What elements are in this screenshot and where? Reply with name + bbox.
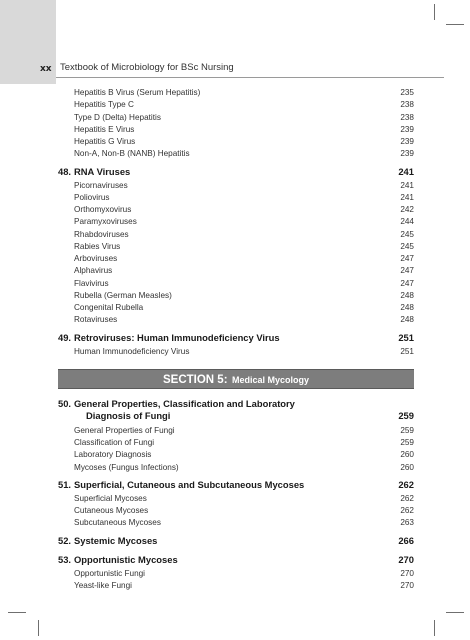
toc-entry bbox=[58, 205, 414, 217]
toc-entry-page: 244 bbox=[400, 217, 414, 227]
toc-entry bbox=[58, 569, 414, 581]
header-divider bbox=[56, 77, 444, 78]
toc-entry bbox=[58, 494, 414, 506]
toc-entry-page: 239 bbox=[400, 137, 414, 146]
toc-entry bbox=[58, 181, 414, 193]
toc-entry-page: 270 bbox=[400, 580, 414, 590]
toc-entry-title: Human Immunodeficiency Virus bbox=[74, 346, 190, 356]
toc-entry-title: Flavivirus bbox=[74, 278, 109, 288]
toc-entry-page: 251 bbox=[400, 346, 414, 356]
section-label: SECTION 5: bbox=[162, 373, 228, 386]
toc-entry-title: Laboratory Diagnosis bbox=[74, 450, 152, 460]
crop-mark bbox=[38, 620, 39, 636]
page-number: xx bbox=[40, 64, 52, 74]
chapter-title: RNA Viruses bbox=[74, 165, 131, 177]
toc-entry-title: Hepatitis B Virus (Serum Hepatitis) bbox=[74, 88, 201, 97]
toc-entry-title: Type D (Delta) Hepatitis bbox=[74, 112, 161, 122]
section-title: Medical Mycology bbox=[231, 374, 310, 385]
toc-entry bbox=[58, 279, 414, 291]
chapter-title: Opportunistic Mycoses bbox=[74, 553, 178, 565]
toc-entry bbox=[58, 506, 414, 518]
toc-entry-page: 248 bbox=[400, 303, 414, 312]
chapter-title: Superficial, Cutaneous and Subcutaneous Mycoses bbox=[74, 478, 305, 490]
toc-entry-page: 238 bbox=[400, 112, 414, 122]
toc-entry bbox=[58, 125, 414, 137]
chapter-number: 49. bbox=[58, 331, 72, 343]
chapter-number: 48. bbox=[58, 165, 72, 177]
chapter-page: 262 bbox=[398, 478, 414, 490]
chapter-page: 266 bbox=[398, 534, 414, 546]
toc-entry-page: 270 bbox=[400, 568, 414, 578]
toc-entry bbox=[58, 347, 414, 359]
toc-entry bbox=[58, 426, 414, 438]
toc-entry-title: Subcutaneous Mycoses bbox=[74, 518, 161, 528]
toc-entry bbox=[58, 137, 414, 149]
toc-entry bbox=[58, 581, 414, 593]
crop-mark bbox=[8, 612, 26, 613]
toc-entry-title: Non-A, Non-B (NANB) Hepatitis bbox=[74, 149, 190, 159]
table-of-contents bbox=[58, 88, 414, 593]
chapter-title: General Properties, Classification and Laboratory bbox=[74, 397, 295, 409]
toc-entry-page: 248 bbox=[400, 290, 414, 300]
toc-entry-page: 248 bbox=[400, 315, 414, 325]
crop-mark bbox=[434, 4, 435, 20]
chapter-page: 241 bbox=[398, 165, 414, 177]
toc-entry-title: Paramyxoviruses bbox=[74, 217, 137, 227]
chapter-title: Systemic Mycoses bbox=[74, 534, 158, 546]
chapter-number: 50. bbox=[58, 397, 72, 409]
toc-entry-title: Cutaneous Mycoses bbox=[74, 506, 149, 515]
crop-mark bbox=[446, 612, 464, 613]
toc-entry-title: Rabies Virus bbox=[74, 241, 121, 251]
toc-entry-page: 262 bbox=[400, 493, 414, 503]
toc-entry-page: 260 bbox=[400, 450, 414, 460]
toc-entry-page: 241 bbox=[400, 180, 414, 190]
toc-entry bbox=[58, 149, 414, 161]
toc-entry-page: 242 bbox=[400, 205, 414, 214]
toc-entry bbox=[58, 303, 414, 315]
toc-entry bbox=[58, 193, 414, 205]
toc-entry-title: Alphavirus bbox=[74, 266, 113, 276]
toc-entry-title: General Properties of Fungi bbox=[74, 425, 175, 435]
toc-entry-title: Rubella (German Measles) bbox=[74, 290, 172, 300]
toc-entry-title: Opportunistic Fungi bbox=[74, 568, 145, 578]
toc-entry-page: 260 bbox=[400, 462, 414, 472]
toc-entry bbox=[58, 315, 414, 327]
toc-entry bbox=[58, 518, 414, 530]
toc-entry-page: 247 bbox=[400, 278, 414, 288]
toc-entry-page: 259 bbox=[400, 438, 414, 447]
toc-entry bbox=[58, 113, 414, 125]
toc-entry bbox=[58, 254, 414, 266]
toc-entry bbox=[58, 230, 414, 242]
toc-entry-title: Hepatitis Type C bbox=[74, 100, 134, 110]
chapter-heading bbox=[58, 554, 414, 569]
toc-entry-title: Yeast-like Fungi bbox=[74, 580, 132, 590]
toc-entry-title: Rhabdoviruses bbox=[74, 229, 129, 239]
toc-entry-title: Hepatitis E Virus bbox=[74, 124, 135, 134]
toc-entry-title: Superficial Mycoses bbox=[74, 493, 147, 503]
chapter-number: 53. bbox=[58, 553, 72, 565]
toc-entry-page: 262 bbox=[400, 506, 414, 515]
chapter-number: 52. bbox=[58, 534, 72, 546]
toc-entry bbox=[58, 242, 414, 254]
toc-entry bbox=[58, 463, 414, 475]
toc-entry-page: 235 bbox=[400, 88, 414, 97]
toc-entry-page: 259 bbox=[400, 425, 414, 435]
chapter-page: 251 bbox=[398, 331, 414, 343]
toc-entry-title: Mycoses (Fungus Infections) bbox=[74, 462, 179, 472]
toc-entry bbox=[58, 266, 414, 278]
crop-mark bbox=[446, 24, 464, 25]
chapter-title-line2: Diagnosis of Fungi bbox=[86, 410, 171, 422]
toc-entry-page: 245 bbox=[400, 229, 414, 239]
chapter-heading bbox=[58, 398, 414, 426]
toc-entry bbox=[58, 438, 414, 450]
chapter-page: 270 bbox=[398, 553, 414, 565]
toc-entry bbox=[58, 217, 414, 229]
toc-entry bbox=[58, 88, 414, 100]
toc-entry-title: Rotaviruses bbox=[74, 315, 118, 325]
crop-mark bbox=[434, 620, 435, 636]
chapter-heading bbox=[58, 535, 414, 550]
toc-entry-title: Orthomyxovirus bbox=[74, 205, 132, 214]
toc-entry-title: Hepatitis G Virus bbox=[74, 137, 136, 146]
chapter-page: 259 bbox=[398, 410, 414, 422]
section-banner bbox=[58, 369, 414, 389]
toc-entry bbox=[58, 291, 414, 303]
toc-entry-page: 238 bbox=[400, 100, 414, 110]
toc-entry-title: Congenital Rubella bbox=[74, 303, 144, 312]
toc-entry-page: 247 bbox=[400, 254, 414, 263]
toc-entry-page: 239 bbox=[400, 124, 414, 134]
running-head-title: Textbook of Microbiology for BSc Nursing bbox=[60, 62, 234, 73]
chapter-heading bbox=[58, 332, 414, 347]
toc-entry-page: 239 bbox=[400, 149, 414, 159]
chapter-title: Retroviruses: Human Immunodeficiency Virus bbox=[74, 331, 280, 343]
toc-entry-title: Picornaviruses bbox=[74, 180, 128, 190]
toc-entry-page: 263 bbox=[400, 518, 414, 528]
toc-entry-page: 245 bbox=[400, 241, 414, 251]
chapter-number: 51. bbox=[58, 478, 72, 490]
toc-entry-title: Classification of Fungi bbox=[74, 438, 155, 447]
toc-entry-title: Poliovirus bbox=[74, 192, 110, 202]
toc-entry-title: Arboviruses bbox=[74, 254, 118, 263]
chapter-heading bbox=[58, 479, 414, 494]
toc-entry bbox=[58, 450, 414, 462]
toc-entry bbox=[58, 100, 414, 112]
toc-entry-page: 247 bbox=[400, 266, 414, 276]
toc-entry-page: 241 bbox=[400, 192, 414, 202]
chapter-heading bbox=[58, 166, 414, 181]
